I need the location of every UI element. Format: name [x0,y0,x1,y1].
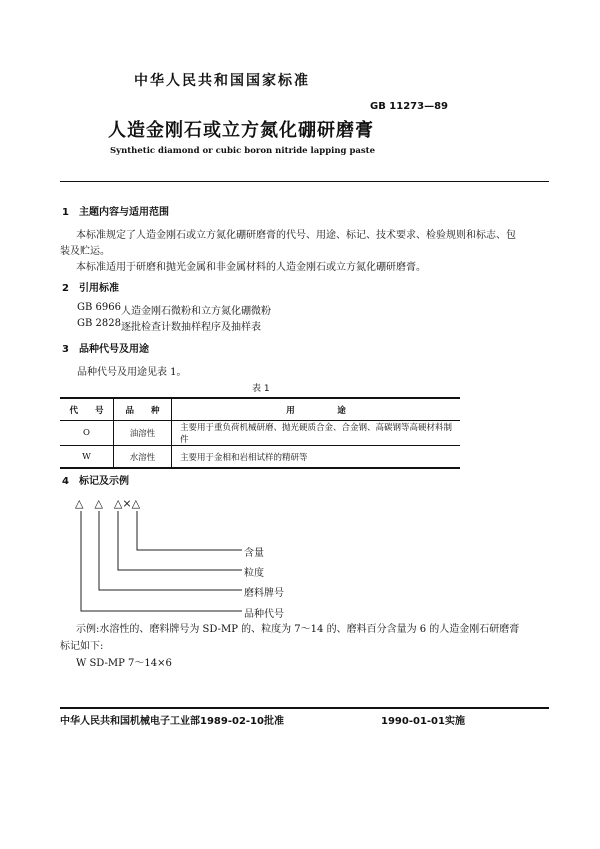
label-abrasive-grade: 磨料牌号 [244,588,284,599]
example-marking: W SD-MP 7～14×6 [76,658,172,669]
approval-date: 中华人民共和国机械电子工业部1989-02-10批准 [60,716,284,727]
cell-usage: 主要用于金相和岩相试样的精研等 [180,452,308,463]
section-1-heading: 1 主题内容与适用范围 [62,207,169,218]
cell-variety: 油溶性 [114,421,172,446]
section-4-heading: 4 标记及示例 [62,476,129,487]
section-3-heading: 3 品种代号及用途 [62,344,149,355]
standard-number: GB 11273—89 [370,101,449,112]
example-text: 示例:水溶性的、磨料牌号为 SD-MP 的、粒度为 7～14 的、磨料百分含量为 6 的人造金刚石研磨膏 [76,624,520,635]
section-1-paragraph-cont: 装及贮运。 [60,246,110,257]
label-variety-code: 品种代号 [244,609,284,620]
cell-code: W [60,446,114,469]
section-1-paragraph: 本标准规定了人造金刚石或立方氮化硼研磨膏的代号、用途、标记、技术要求、检验规则和标志、包 [76,230,516,241]
label-grain-size: 粒度 [244,568,264,579]
document-title: 人造金刚石或立方氮化硼研磨膏 [108,120,374,141]
column-header-usage: 用 途 [286,405,346,416]
ref-title: 人造金刚石微粉和立方氮化硼微粉 [121,306,271,317]
cell-variety: 水溶性 [114,446,172,469]
cell-usage: 主要用于重负荷机械研磨、抛光硬质合金、合金钢、高碳钢等高硬材料制件 [180,423,453,445]
ref-code: GB 2828 [77,318,121,329]
section-2-heading: 2 引用标准 [62,283,119,294]
ref-code: GB 6966 [77,302,121,313]
effective-date: 1990-01-01实施 [381,716,465,727]
cell-code: O [60,421,114,446]
example-text-cont: 标记如下: [60,641,104,652]
marking-symbols: △ △ △×△ [75,497,141,510]
table-caption: 表 1 [252,384,270,394]
section-3-text: 品种代号及用途见表 1。 [77,367,187,378]
issuing-authority: 中华人民共和国国家标准 [134,73,310,89]
label-content: 含量 [244,548,264,559]
footer-rule [60,707,549,709]
ref-title: 逐批检查计数抽样程序及抽样表 [121,322,261,333]
column-header-code: 代 号 [60,398,114,421]
section-1-scope: 本标准适用于研磨和抛光金属和非金属材料的人造金刚石或立方氮化硼研磨膏。 [76,262,426,273]
column-header-variety: 品 种 [114,398,172,421]
document-title-english: Synthetic diamond or cubic boron nitride lapping paste [110,146,376,156]
